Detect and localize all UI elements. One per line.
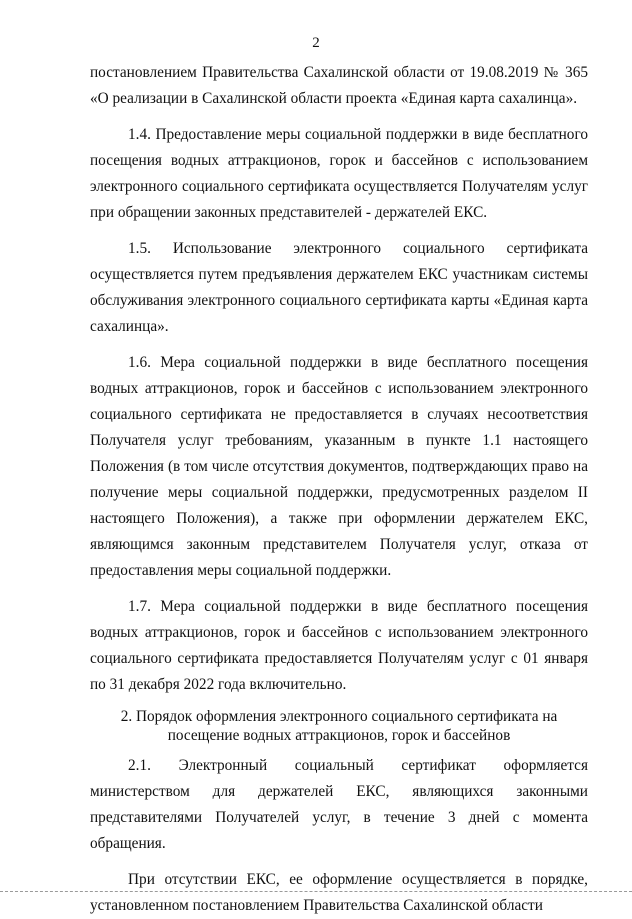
section-heading-line2: посещение водных аттракционов, горок и бассейнов [167,727,511,744]
document-body [90,60,588,919]
section-heading [90,707,588,745]
paragraph-eks-absence: При отсутствии ЕКС, ее оформление осуществляется в порядке, установленном постановлением Правительства Сахалинской области [90,871,588,914]
paragraph-1-6: 1.6. Мера социальной поддержки в виде бесплатного посещения водных аттракционов, горок и бассейнов с использованием электронного социального сертификата не предоставляется в случаях несоответствия Получателя услуг требованиям, указанным в пункте 1.1 настоящего Положения (в том числе отсутствия документов, подтверждающих право на получение меры социальной поддержки, предусмотренных разделом II настоящего Положения), а также при оформлении держателем ЕКС, являющимся законным представителем Получателя услуг, отказа от предоставления меры социальной поддержки. [90,354,588,579]
section-heading-line1: 2. Порядок оформления электронного социального сертификата на [120,708,558,725]
paragraph-1-7: 1.7. Мера социальной поддержки в виде бесплатного посещения водных аттракционов, горок и бассейнов с использованием электронного социального сертификата предоставляется Получателям услуг с 01 января по 31 декабря 2022 года включительно. [90,598,588,693]
page-number: 2 [312,35,320,51]
paragraph-2-1: 2.1. Электронный социальный сертификат оформляется министерством для держателей ЕКС, являющихся законными представителями Получателей услуг, в течение 3 дней с момента обращения. [90,757,588,852]
scan-artifact-line [0,891,632,893]
paragraph-1-4: 1.4. Предоставление меры социальной поддержки в виде бесплатного посещения водных аттракционов, горок и бассейнов с использованием электронного социального сертификата осуществляется Получателям услуг при обращении законных представителей - держателей ЕКС. [90,126,588,221]
paragraph-continuation: постановлением Правительства Сахалинской области от 19.08.2019 № 365 «О реализации в Сахалинской области проекта «Единая карта сахалинца». [90,64,588,107]
paragraph-1-5: 1.5. Использование электронного социального сертификата осуществляется путем предъявления держателем ЕКС участникам системы обслуживания электронного социального сертификата карты «Единая карта сахалинца». [90,240,588,335]
